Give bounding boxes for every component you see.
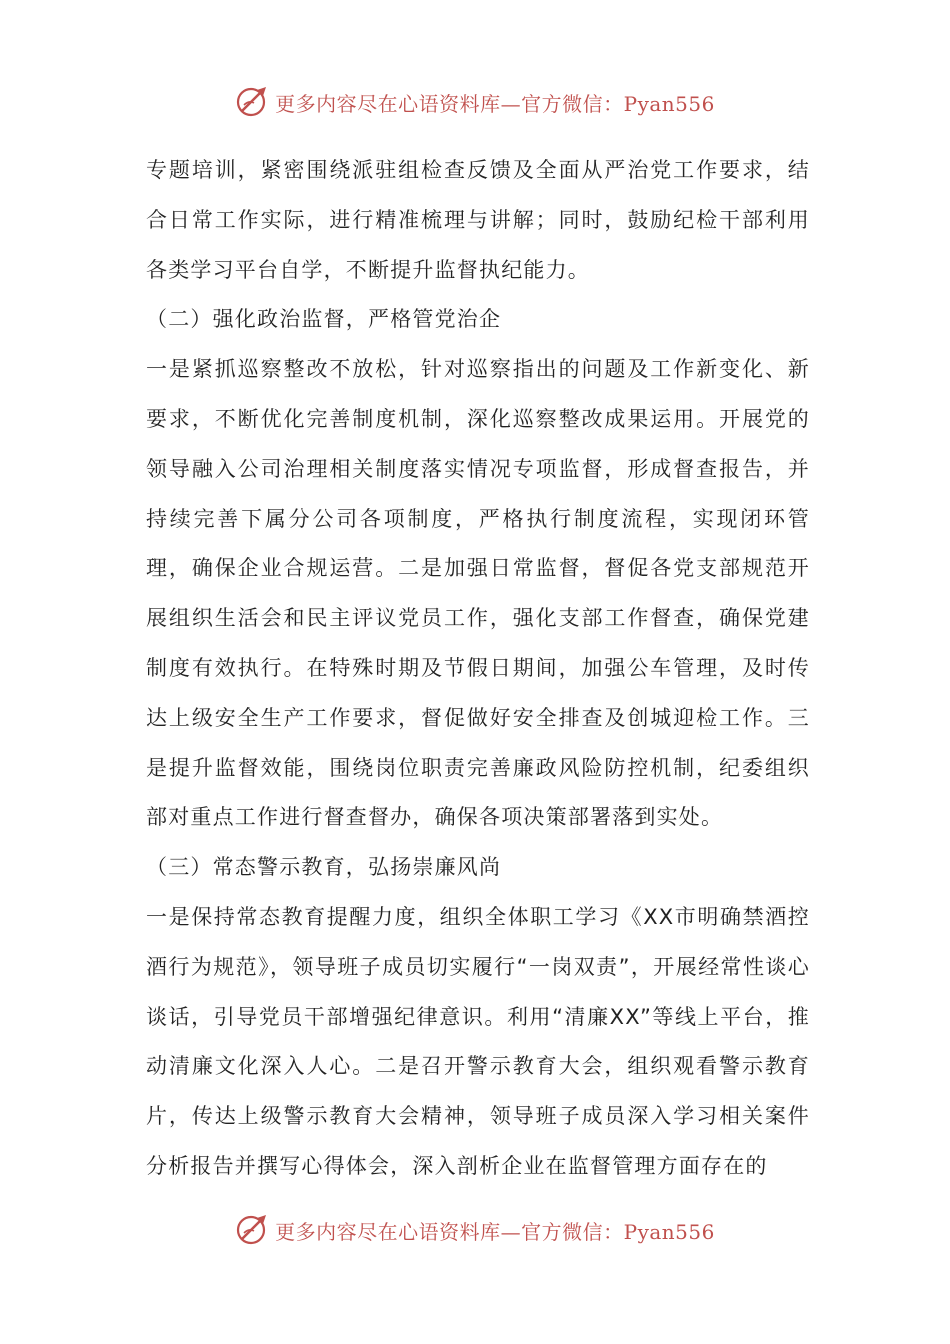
paragraph-training: 专题培训，紧密围绕派驻组检查反馈及全面从严治党工作要求，结合日常工作实际，进行精准梳理与讲解；同时，鼓励纪检干部利用各类学习平台自学，不断提升监督执纪能力。	[146, 158, 810, 282]
section-heading-warning-education: （三）常态警示教育，弘扬崇廉风尚	[146, 855, 502, 880]
paragraph-warning-education: 一是保持常态教育提醒力度，组织全体职工学习《XX市明确禁酒控酒行为规范》，领导班子成员切实履行“一岗双责”，开展经常性谈心谈话，引导党员干部增强纪律意识。利用“清廉XX”等线上平台，推动清廉文化深入人心。二是召开警示教育大会，组织观看警示教育片，传达上级警示教育大会精神，领导班子成员深入学习相关案件分析报告并撰写心得体会，深入剖析企业在监督管理方面存在的	[146, 904, 810, 1178]
paragraph-political-supervision: 一是紧抓巡察整改不放松，针对巡察指出的问题及工作新变化、新要求，不断优化完善制度机制，深化巡察整改成果运用。开展党的领导融入公司治理相关制度落实情况专项监督，形成督查报告，并持续完善下属分公司各项制度，严格执行制度流程，实现闭环管理，确保企业合规运营。二是加强日常监督，督促各党支部规范开展组织生活会和民主评议党员工作，强化支部工作督查，确保党建制度有效执行。在特殊时期及节假日期间，加强公车管理，及时传达上级安全生产工作要求，督促做好安全排查及创城迎检工作。三是提升监督效能，围绕岗位职责完善廉政风险防控机制，纪委组织部对重点工作进行督查督办，确保各项决策部署落到实处。	[146, 357, 810, 830]
watermark-text: 更多内容尽在心语资料库—官方微信：Pyan556	[275, 91, 715, 116]
document-body	[146, 146, 810, 1192]
section-heading-political-supervision: （二）强化政治监督，严格管党治企	[146, 307, 502, 332]
pen-logo-icon	[235, 84, 271, 120]
footer-watermark-banner	[0, 1210, 950, 1250]
watermark-text: 更多内容尽在心语资料库—官方微信：Pyan556	[275, 1219, 715, 1244]
header-watermark-banner	[0, 82, 950, 122]
pen-logo-icon	[235, 1212, 271, 1248]
